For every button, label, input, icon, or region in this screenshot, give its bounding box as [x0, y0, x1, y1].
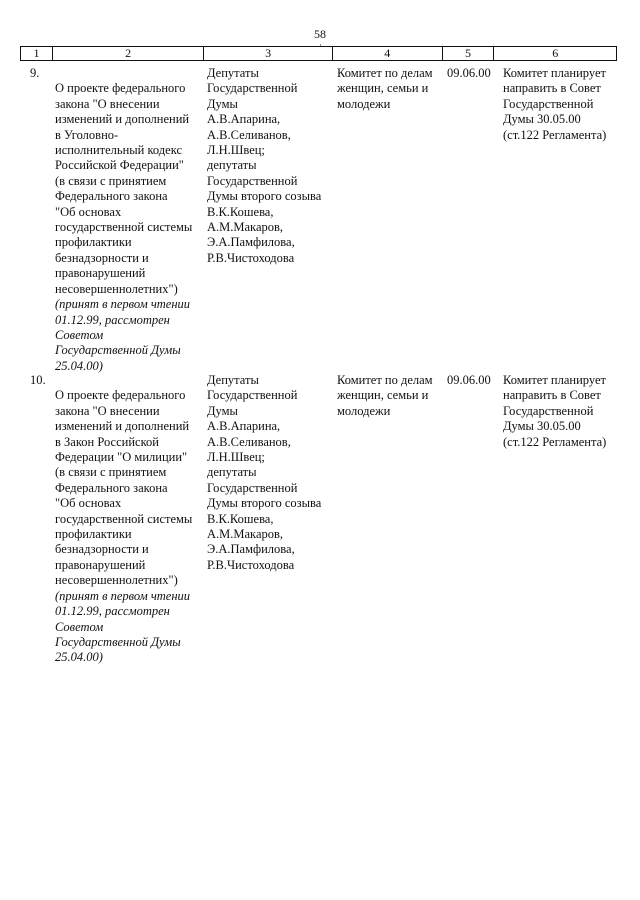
bill-status-note: (принят в первом чтении 01.12.99, рассмотрен Советом Государственной Думы 25.04.00) — [55, 588, 191, 665]
responsible-committee: Комитет по делам женщин, семьи и молодежи — [337, 373, 433, 418]
page-mark: · — [319, 40, 322, 50]
committee-note: Комитет планирует направить в Совет Государственной Думы 30.05.00 (ст.122 Регламента) — [503, 373, 607, 449]
bill-status-note: (принят в первом чтении 01.12.99, рассмотрен Советом Государственной Думы 25.04.00) — [55, 297, 191, 373]
bill-title-text: О проекте федерального закона "О внесении изменений и дополнений в Закон Российской Федерации "О милиции" (в связи с принятием Федерального закона "Об основах государственной системы профилактики безнадзорности и правонарушений несовершеннолетних") — [55, 388, 193, 588]
column-header: 4 — [333, 47, 443, 60]
column-header: 3 — [204, 47, 333, 60]
column-header: 1 — [21, 47, 53, 60]
page-number: 58 — [314, 27, 326, 41]
consideration-date: 09.06.00 — [447, 66, 491, 80]
column-header: 2 — [53, 47, 204, 60]
row-number: 10. — [30, 373, 46, 387]
committee-note: Комитет планирует направить в Совет Государственной Думы 30.05.00 (ст.122 Регламента) — [503, 66, 607, 142]
consideration-date: 09.06.00 — [447, 373, 491, 387]
responsible-committee: Комитет по делам женщин, семьи и молодежи — [337, 66, 433, 111]
bill-title — [55, 373, 205, 681]
bill-authors: Депутаты Государственной Думы А.В.Апарина, А.В.Селиванов, Л.Н.Швец; депутаты Государственной Думы второго созыва В.К.Кошева, А.М.Макаров, Э.А.Памфилова, Р.В.Чистоходова — [207, 373, 322, 572]
column-header: 6 — [552, 46, 559, 60]
column-header: 5 — [443, 47, 495, 60]
bill-title — [55, 66, 205, 390]
table-header — [20, 46, 617, 61]
bill-authors: Депутаты Государственной Думы А.В.Апарина, А.В.Селиванов, Л.Н.Швец; депутаты Государственной Думы второго созыва В.К.Кошева, А.М.Макаров, Э.А.Памфилова, Р.В.Чистоходова — [207, 66, 322, 265]
row-number: 9. — [30, 66, 40, 80]
bill-title-text: О проекте федерального закона "О внесении изменений и дополнений в Уголовно- исполнительный кодекс Российской Федерации" (в связи с принятием Федерального закона "Об основах государственной системы профилактики безнадзорности и правонарушений несовершеннолетних") — [55, 81, 193, 296]
